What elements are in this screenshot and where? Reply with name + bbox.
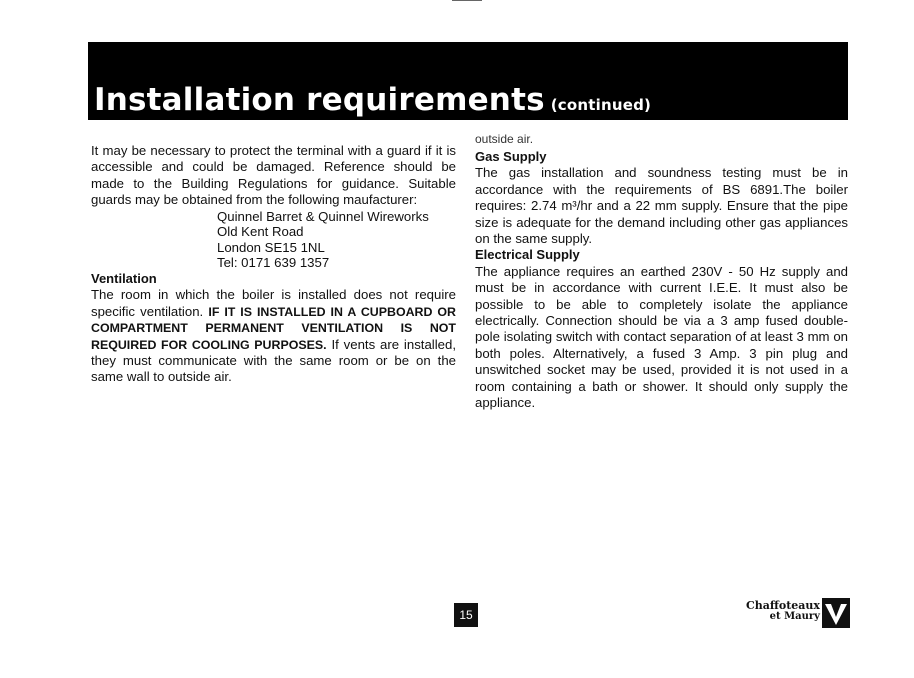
logo-text	[746, 600, 820, 622]
brand-logo	[746, 596, 850, 630]
guard-paragraph: It may be necessary to protect the terminal with a guard if it is accessible and could be damaged. Reference should be made to the Building Regulations for guidance. Suitable guards may be obtained from the following maufacturer:	[91, 143, 456, 208]
electrical-supply-heading: Electrical Supply	[475, 247, 580, 263]
ventilation-text-2: If vents are installed, they must communicate with the same room or be on the same wall to outside air.	[91, 336, 456, 385]
top-rule	[452, 0, 482, 1]
ventilation-warning: IF IT IS INSTALLED IN A CUPBOARD OR COMPARTMENT PERMANENT VENTILATION IS NOT REQUIRED FOR COOLING PURPOSES.	[91, 304, 456, 352]
gas-supply-paragraph: The gas installation and soundness testing must be in accordance with the requirements of BS 6891.The boiler requires: 2.74 m³/hr and a 22 mm supply. Ensure that the pipe size is adequate for the demand including other gas appliances on the same supply.	[475, 165, 848, 247]
page-number: 15	[454, 603, 478, 627]
chevron-logo-icon	[822, 598, 850, 628]
ventilation-paragraph	[91, 287, 456, 385]
right-column	[475, 133, 848, 412]
address-line: London SE15 1NL	[217, 239, 325, 255]
left-column	[91, 143, 456, 386]
address-line: Quinnel Barret & Quinnel Wireworks	[217, 208, 429, 224]
logo-line-1: Chaffoteaux	[745, 599, 820, 612]
address-line: Tel: 0171 639 1357	[217, 255, 330, 271]
manufacturer-address	[217, 209, 456, 271]
electrical-supply-paragraph: The appliance requires an earthed 230V - 50 Hz supply and must be in accordance with current I.E.E. It must also be possible to be able to completely isolate the appliance electrically. Connection should be via a 3 amp fused double-pole isolating switch with contact separation of at least 3 mm on both poles. Alternatively, a fused 3 Amp. 3 pin plug and unswitched socket may be used, provided it is not used in a room containing a bath or shower. It should only supply the appliance.	[475, 263, 848, 411]
ventilation-text-1: The room in which the boiler is installed does not require specific ventilation.	[91, 287, 456, 319]
logo-line-2: et Maury	[769, 611, 820, 622]
address-line: Old Kent Road	[217, 224, 304, 240]
page-title: Installation requirements (continued)	[94, 82, 652, 118]
page-subtitle: (continued)	[550, 96, 652, 114]
header-bar	[88, 42, 848, 120]
ventilation-heading: Ventilation	[91, 271, 157, 286]
continuation-text: outside air.	[475, 132, 534, 146]
gas-supply-heading: Gas Supply	[475, 149, 547, 164]
